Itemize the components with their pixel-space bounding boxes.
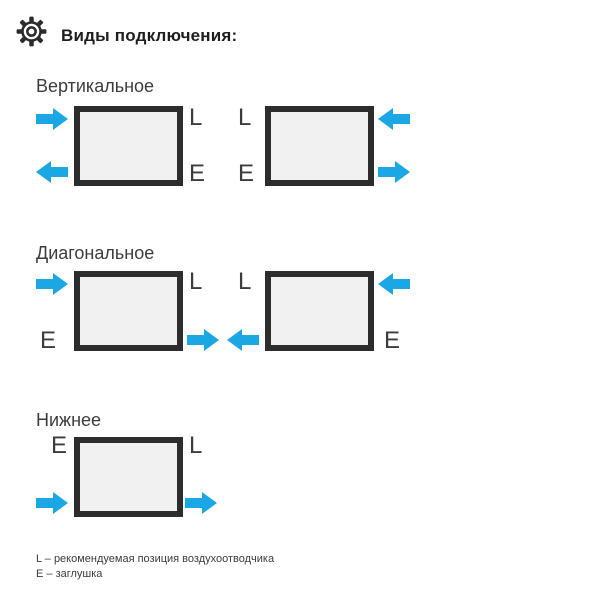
flow-arrow-in-icon bbox=[36, 492, 68, 514]
section-title-diagonal: Диагональное bbox=[36, 243, 155, 263]
radiator-body bbox=[74, 437, 183, 517]
flow-arrow-in-icon bbox=[36, 273, 68, 295]
legend-line-l: L – рекомендуемая позиция воздухоотводчика bbox=[36, 553, 275, 565]
radiator-body bbox=[265, 271, 374, 351]
legend-line-e: E – заглушка bbox=[36, 568, 103, 580]
port-label-e: E bbox=[384, 327, 401, 354]
port-label-l: L bbox=[189, 104, 203, 131]
flow-arrow-out-icon bbox=[36, 161, 68, 183]
radiator-body bbox=[74, 271, 183, 351]
port-label-e: E bbox=[51, 432, 68, 459]
port-label-l: L bbox=[238, 268, 252, 295]
section-title-bottom: Нижнее bbox=[36, 410, 102, 430]
flow-arrow-out-icon bbox=[187, 329, 219, 351]
flow-arrow-in-icon bbox=[378, 108, 410, 130]
port-label-e: E bbox=[40, 327, 57, 354]
radiator-body bbox=[265, 106, 374, 186]
legend bbox=[36, 552, 274, 582]
flow-arrow-out-icon bbox=[378, 161, 410, 183]
port-label-l: L bbox=[189, 268, 203, 295]
flow-arrow-out-icon bbox=[185, 492, 217, 514]
page-title: Виды подключения: bbox=[61, 26, 238, 45]
flow-arrow-out-icon bbox=[227, 329, 259, 351]
gear-icon bbox=[16, 16, 47, 47]
port-label-l: L bbox=[189, 432, 203, 459]
port-label-l: L bbox=[238, 104, 252, 131]
radiator-body bbox=[74, 106, 183, 186]
section-title-vertical: Вертикальное bbox=[36, 76, 155, 96]
flow-arrow-in-icon bbox=[36, 108, 68, 130]
flow-arrow-in-icon bbox=[378, 273, 410, 295]
port-label-e: E bbox=[189, 160, 206, 187]
port-label-e: E bbox=[238, 160, 255, 187]
